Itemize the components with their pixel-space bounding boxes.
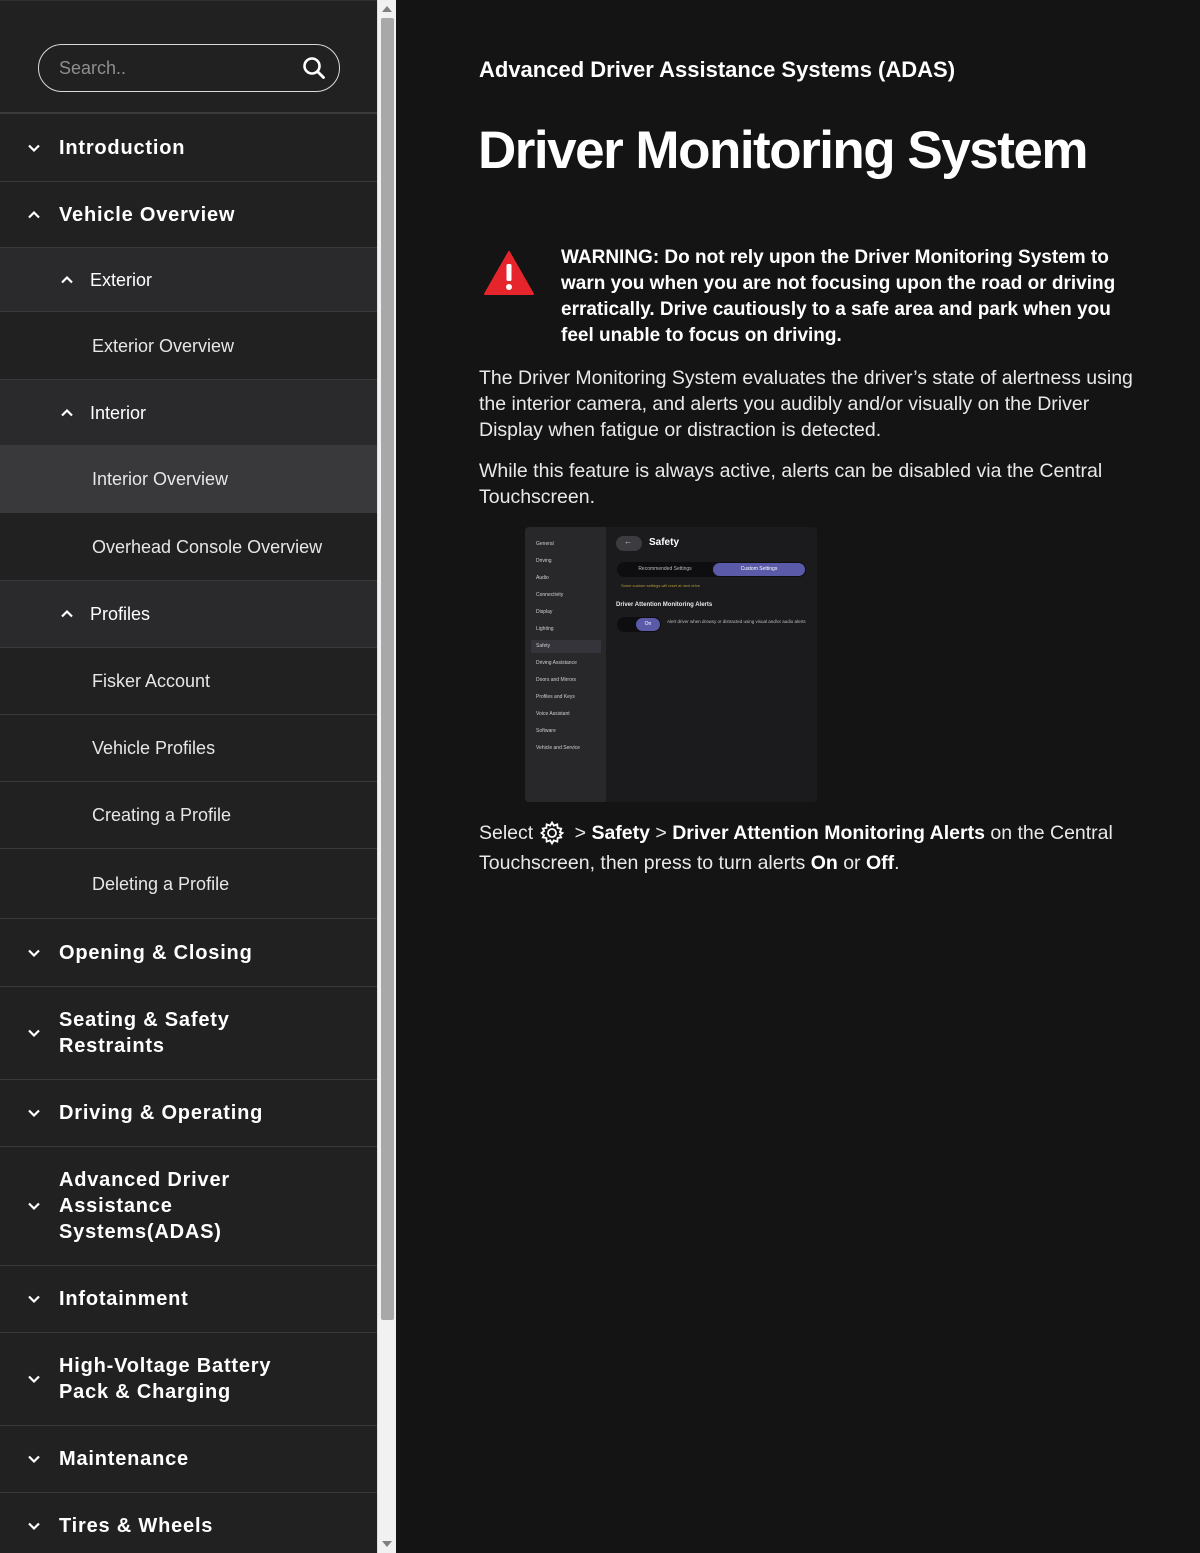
warning-text: WARNING: Do not rely upon the Driver Monitoring System to warn you when you are not focusing upon the road or driving erratically. Drive cautiously to a safe area and park when you feel unable to focus on driving. (561, 247, 1116, 346)
screenshot-menu-item: Driving (536, 558, 552, 564)
chevron-down-icon (25, 1370, 43, 1388)
breadcrumb: Advanced Driver Assistance Systems (ADAS) (479, 57, 956, 82)
arrow-left-icon: ← (624, 537, 632, 546)
chevron-down-icon (25, 944, 43, 962)
nav-label: Overhead Console Overview (92, 536, 323, 557)
nav-label: Seating & Safety Restraints (59, 1009, 230, 1057)
nav-label: Deleting a Profile (92, 873, 230, 894)
warning-triangle-icon (483, 250, 535, 296)
screenshot-toggle-description: Alert driver when drowsy or distracted using visual and/or audio alerts (667, 619, 806, 624)
screenshot-menu-item: Lighting (536, 626, 554, 632)
nav-label: Creating a Profile (92, 805, 232, 825)
screenshot-menu-item: Audio (536, 575, 549, 581)
nav-label: Infotainment (59, 1288, 189, 1310)
screenshot-menu-item: Profiles and Keys (536, 694, 575, 700)
chevron-down-icon (25, 1104, 43, 1122)
settings-screenshot (525, 527, 817, 802)
chevron-down-icon (25, 1024, 43, 1042)
chevron-down-icon (25, 1197, 43, 1215)
screenshot-menu-item: Display (536, 609, 553, 615)
nav-seating-safety-restraints[interactable] (0, 986, 377, 1079)
nav-label: Vehicle Profiles (92, 738, 216, 758)
instruction-safety: Safety (591, 822, 650, 844)
nav-maintenance[interactable] (0, 1425, 377, 1492)
instruction-select: Select (479, 822, 534, 844)
chevron-down-icon (25, 1517, 43, 1535)
nav-label: Profiles (90, 604, 151, 624)
chevron-up-icon (58, 605, 76, 623)
screenshot-segmented-control (617, 562, 806, 577)
nav-vehicle-overview[interactable] (0, 181, 377, 247)
chevron-down-icon (25, 139, 43, 157)
screenshot-menu-item: Software (536, 728, 556, 734)
screenshot-settings-menu (525, 527, 606, 802)
nav-infotainment[interactable] (0, 1265, 377, 1332)
screenshot-menu-item: Doors and Mirrors (536, 677, 577, 683)
instruction-or: or (843, 852, 861, 874)
main-content (396, 0, 1200, 1553)
chevron-up-icon (25, 206, 43, 224)
description-paragraph: The Driver Monitoring System evaluates the driver’s state of alertness using the interior camera, and alerts you audibly and/or visually on the Driver Display when fatigue or distraction is detected. (479, 367, 1133, 441)
nav-profiles[interactable] (0, 580, 377, 647)
screenshot-segment-custom: Custom Settings (713, 563, 805, 576)
screenshot-menu-item: Vehicle and Service (536, 745, 580, 751)
nav-label: Opening & Closing (59, 941, 253, 964)
sidebar-scrollbar[interactable] (377, 0, 396, 1553)
chevron-up-icon (58, 404, 76, 422)
screenshot-header: Safety (649, 537, 680, 548)
instruction-text (479, 818, 1159, 878)
nav-exterior[interactable] (0, 247, 377, 311)
nav-overhead-console-overview[interactable] (0, 512, 377, 580)
instruction-middle: on the Central Touchscreen, then press to turn alerts (479, 822, 1113, 874)
screenshot-toggle (617, 617, 661, 632)
instruction-off: Off (865, 852, 895, 874)
nav-label: High-Voltage Battery Pack & Charging (59, 1355, 272, 1403)
nav-creating-a-profile[interactable] (0, 781, 377, 848)
screenshot-menu-item: Connectivity (536, 592, 564, 598)
nav-exterior-overview[interactable] (0, 311, 377, 379)
nav-interior[interactable] (0, 379, 377, 445)
chevron-down-icon (25, 1290, 43, 1308)
screenshot-menu-item-selected: Safety (531, 640, 601, 653)
nav-label: Interior Overview (92, 469, 229, 489)
scrollbar-thumb[interactable] (381, 18, 394, 1320)
nav-label: Interior (90, 402, 147, 423)
nav-vehicle-profiles[interactable] (0, 714, 377, 781)
instruction-separator: > (655, 822, 667, 844)
search-icon[interactable] (301, 55, 327, 81)
nav-driving-operating[interactable] (0, 1079, 377, 1146)
nav-label: Introduction (59, 136, 186, 159)
nav-label: Maintenance (59, 1448, 189, 1470)
chevron-down-icon (25, 1450, 43, 1468)
nav-label: Fisker Account (92, 671, 211, 691)
description-paragraph: While this feature is always active, alerts can be disabled via the Central Touchscreen. (479, 460, 1103, 508)
screenshot-menu-item: Driving Assistance (536, 660, 577, 666)
search-input[interactable] (57, 45, 301, 92)
nav-introduction[interactable] (0, 113, 377, 181)
nav-high-voltage-battery[interactable] (0, 1332, 377, 1425)
nav-label: Exterior (90, 269, 153, 290)
instruction-on: On (810, 852, 838, 874)
nav-label: Vehicle Overview (59, 203, 236, 226)
nav-label: Driving & Operating (59, 1102, 264, 1124)
instruction-alerts-setting: Driver Attention Monitoring Alerts (672, 822, 985, 844)
nav-interior-overview[interactable] (0, 445, 377, 512)
nav-opening-closing[interactable] (0, 918, 377, 986)
search-area (0, 0, 377, 113)
screenshot-segment-recommended: Recommended Settings (638, 566, 692, 572)
screenshot-menu-item: Voice Assistant (536, 711, 570, 717)
instruction-end: . (894, 852, 900, 874)
nav-label: Tires & Wheels (59, 1515, 214, 1537)
nav-tires-wheels[interactable] (0, 1492, 377, 1553)
screenshot-toggle-on: On (636, 618, 660, 631)
nav-label: Advanced Driver Assistance Systems(ADAS) (59, 1169, 230, 1243)
instruction-separator: > (574, 822, 587, 844)
scroll-up-arrow-icon[interactable] (382, 6, 392, 12)
sidebar (0, 0, 377, 1553)
nav-fisker-account[interactable] (0, 647, 377, 714)
search-box[interactable] (38, 44, 340, 92)
nav-adas[interactable] (0, 1146, 377, 1265)
screenshot-section-title: Driver Attention Monitoring Alerts (616, 602, 713, 608)
nav-deleting-a-profile[interactable] (0, 848, 377, 918)
chevron-up-icon (58, 271, 76, 289)
scroll-down-arrow-icon[interactable] (382, 1541, 392, 1547)
screenshot-info-note: Some custom settings will reset at next drive (621, 583, 700, 588)
page-title: Driver Monitoring System (478, 121, 1087, 180)
nav-label: Exterior Overview (92, 335, 235, 356)
gear-icon (539, 820, 565, 846)
screenshot-menu-item: General (536, 541, 554, 547)
